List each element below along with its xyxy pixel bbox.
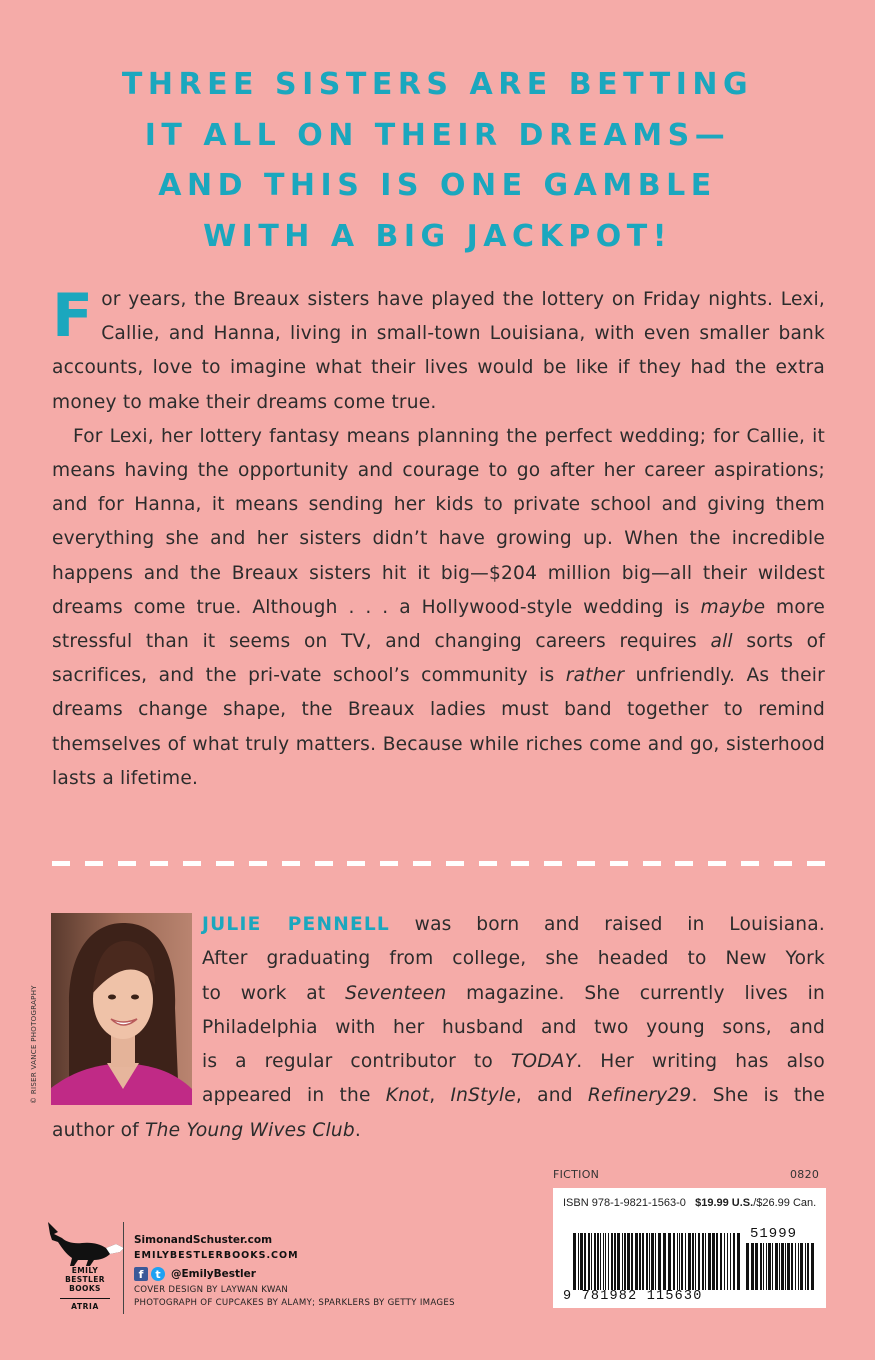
divider-dash: [282, 861, 300, 866]
barcode-bar: [766, 1243, 767, 1290]
barcode-bar: [737, 1233, 740, 1290]
barcode-bar: [677, 1233, 678, 1290]
divider-dash: [544, 861, 562, 866]
barcode-bar: [746, 1243, 749, 1290]
divider-dash: [150, 861, 168, 866]
author-bio: [52, 908, 825, 1148]
website-simon-schuster[interactable]: SimonandSchuster.com: [134, 1234, 273, 1246]
barcode-bar: [580, 1233, 583, 1290]
paragraph-2-emphasis-rather: rather: [565, 665, 625, 687]
divider-dash: [413, 861, 431, 866]
headline-line-4: WITH A BIG JACKPOT!: [203, 218, 672, 254]
bio-text: author of: [52, 1119, 146, 1141]
barcode-bar: [685, 1233, 686, 1290]
divider-dash: [446, 861, 464, 866]
barcode-bar: [733, 1233, 735, 1290]
isbn-number: ISBN 978-1-9821-1563-0: [563, 1197, 686, 1209]
headline-line-2: IT ALL ON THEIR DREAMS—: [144, 117, 731, 153]
divider-dash: [774, 861, 792, 866]
barcode-bar: [646, 1233, 648, 1290]
bio-emphasis-book-title: The Young Wives Club: [145, 1119, 355, 1141]
paragraph-2-text-d: unfriendly. As their dreams change shape, the Breaux ladies must band together to remind themselves of what truly matters. Because while riches come and go, sisterhood lasts a lifetime.: [52, 665, 826, 789]
fox-logo-icon: [44, 1218, 130, 1268]
barcode-bar: [781, 1243, 784, 1290]
barcode-bar: [642, 1233, 644, 1290]
publisher-divider: [123, 1222, 124, 1314]
barcode-bar: [658, 1233, 661, 1290]
barcode-bar: [811, 1243, 814, 1290]
social-handle[interactable]: @EmilyBestler: [171, 1268, 256, 1280]
barcode-bar: [584, 1233, 586, 1290]
barcode-bar: [727, 1233, 728, 1290]
barcode-bar: [791, 1243, 793, 1290]
divider-dash: [708, 861, 726, 866]
barcode-bar: [679, 1233, 680, 1290]
barcode-bar: [775, 1243, 778, 1290]
dashed-divider: [52, 861, 825, 866]
barcode-bar: [785, 1243, 786, 1290]
barcode-bar: [614, 1233, 616, 1290]
imprint-name: ATRIA: [71, 1302, 99, 1311]
divider-dash: [347, 861, 365, 866]
divider-dash: [807, 861, 825, 866]
barcode-bar: [695, 1233, 696, 1290]
bio-emphasis-today: TODAY: [510, 1051, 577, 1073]
barcode-bar: [591, 1233, 592, 1290]
barcode-bar: [588, 1233, 590, 1290]
bio-line-7: [52, 1114, 825, 1148]
barcode-bar: [772, 1243, 773, 1290]
description-paragraph-2: [52, 420, 825, 796]
barcode-bar: [627, 1233, 630, 1290]
paragraph-2-text-a: For Lexi, her lottery fantasy means planning the perfect wedding; for Callie, it means having the opportunity and courage to go after her career aspirations; and for Hanna, it means sending her kids to private school and giving them everything she and her sisters didn’t have growing up. When the incredible happens and the Breaux sisters hit it big—$204 million big—all their wildest dreams come true. Although . . . a Hollywood-style wedding is: [52, 425, 825, 618]
divider-dash: [380, 861, 398, 866]
bio-text: .: [354, 1119, 361, 1141]
bio-text: ,: [429, 1085, 451, 1107]
barcode-bar: [768, 1243, 771, 1290]
bio-text: was born and raised in Louisiana.: [389, 914, 825, 935]
barcode-bar: [681, 1233, 683, 1290]
twitter-icon[interactable]: t: [151, 1267, 165, 1281]
barcode-bar: [751, 1243, 754, 1290]
paragraph-2-emphasis-all: all: [710, 631, 733, 653]
barcode-bar: [724, 1233, 725, 1290]
barcode-bar: [712, 1233, 715, 1290]
bio-line-6: [52, 1079, 825, 1113]
barcode-bar: [800, 1243, 803, 1290]
divider-dash: [577, 861, 595, 866]
divider-dash: [643, 861, 661, 866]
barcode-bar: [760, 1243, 762, 1290]
bio-emphasis-refinery29: Refinery29: [587, 1085, 692, 1107]
barcode-bar: [805, 1243, 806, 1290]
price-us: $19.99 U.S.: [695, 1197, 754, 1209]
barcode-bar: [594, 1233, 596, 1290]
category-code: 0820: [790, 1168, 820, 1181]
website-emily-bestler[interactable]: EMILYBESTLERBOOKS.COM: [134, 1250, 299, 1261]
logo-line: EMILY: [71, 1266, 99, 1275]
barcode-bar: [708, 1233, 711, 1290]
paragraph-2-text-b: more stressful than it seems on TV, and changing careers requires: [52, 596, 826, 653]
divider-dash: [675, 861, 693, 866]
headline-line-3: AND THIS IS ONE GAMBLE: [158, 168, 717, 203]
barcode-bar: [639, 1233, 641, 1290]
photo-credits: PHOTOGRAPH OF CUPCAKES BY ALAMY; SPARKLERS BY GETTY IMAGES: [134, 1297, 455, 1308]
social-links: [134, 1264, 455, 1284]
barcode-bar: [617, 1233, 620, 1290]
bio-line-5: [52, 1045, 825, 1079]
divider-dash: [118, 861, 136, 866]
barcode-bar: [787, 1243, 790, 1290]
barcode-bar: [795, 1243, 796, 1290]
barcode-bar: [779, 1243, 780, 1290]
facebook-icon[interactable]: f: [134, 1267, 148, 1281]
bio-text: , and: [515, 1085, 588, 1107]
bio-text: . She is the: [691, 1085, 825, 1107]
barcode-bar: [608, 1233, 609, 1290]
bio-line-2: After graduating from college, she headed to New York: [202, 948, 825, 970]
barcode-bar: [631, 1233, 633, 1290]
headline-line-1: THREE SISTERS ARE BETTING: [121, 67, 754, 102]
barcode-bar: [755, 1243, 758, 1290]
barcode-bar: [668, 1233, 671, 1290]
genre-label: FICTION: [553, 1168, 600, 1181]
barcode-bar: [763, 1243, 764, 1290]
barcode-bar: [600, 1233, 601, 1290]
paragraph-2-emphasis-maybe: maybe: [700, 596, 766, 618]
barcode-bar: [611, 1233, 613, 1290]
ean-digits: 9 781982 115630: [563, 1289, 703, 1304]
divider-dash: [315, 861, 333, 866]
barcode-bar: [649, 1233, 650, 1290]
bio-text: magazine. She currently lives in: [446, 982, 825, 1004]
divider-dash: [52, 861, 70, 866]
description-paragraph-1: [52, 283, 825, 420]
ean-barcode: [573, 1233, 741, 1290]
barcode-bar: [624, 1233, 626, 1290]
barcode-bar: [663, 1233, 666, 1290]
barcode-bar: [798, 1243, 799, 1290]
publisher-logo-text: [52, 1266, 118, 1293]
divider-dash: [741, 861, 759, 866]
barcode-bar: [573, 1233, 576, 1290]
logo-line: BESTLER: [65, 1275, 105, 1284]
bio-line-4: Philadelphia with her husband and two young sons, and: [202, 1016, 825, 1038]
barcode-bar: [730, 1233, 731, 1290]
headline: [0, 60, 875, 262]
divider-dash: [183, 861, 201, 866]
cover-design-credit: COVER DESIGN BY LAYWAN KWAN: [134, 1285, 289, 1295]
barcode-bar: [597, 1233, 599, 1290]
publisher-info: [134, 1232, 455, 1309]
barcode-bar: [705, 1233, 706, 1290]
barcode-bar: [635, 1233, 638, 1290]
bio-text: appeared in the: [202, 1085, 386, 1107]
barcode-box: [553, 1188, 826, 1308]
barcode-bar: [807, 1243, 809, 1290]
barcode-bar: [702, 1233, 704, 1290]
barcode-bar: [692, 1233, 694, 1290]
bio-text: . Her writing has also: [576, 1051, 825, 1073]
author-name: JULIE PENNELL: [202, 914, 390, 935]
barcode-bar: [716, 1233, 718, 1290]
divider-dash: [511, 861, 529, 866]
barcode-bar: [622, 1233, 623, 1290]
divider-dash: [249, 861, 267, 866]
divider-dash: [479, 861, 497, 866]
logo-line: BOOKS: [69, 1284, 101, 1293]
bio-emphasis-instyle: InStyle: [450, 1085, 516, 1107]
barcode-bar: [651, 1233, 654, 1290]
bio-text: to work at: [202, 982, 346, 1004]
bio-line-1: [52, 908, 825, 942]
barcode-bar: [673, 1233, 675, 1290]
paragraph-1-text: or years, the Breaux sisters have played the lottery on Friday nights. Lexi, Callie, and Hanna, living in small-town Louisiana, with even smaller bank accounts, love to imagine what their lives would be like if they had the extra money to make their dreams come true.: [52, 289, 825, 413]
barcode-bar: [720, 1233, 722, 1290]
barcode-bar: [578, 1233, 579, 1290]
divider-dash: [216, 861, 234, 866]
barcode-bar: [605, 1233, 606, 1290]
paragraph-2-text-c: sorts of sacrifices, and the pri-vate school’s community is: [52, 631, 825, 687]
bio-line-3: [52, 977, 825, 1011]
barcode-bar: [603, 1233, 604, 1290]
divider-dash: [85, 861, 103, 866]
barcode-bar: [688, 1233, 691, 1290]
bio-emphasis-seventeen: Seventeen: [345, 982, 447, 1004]
price-barcode: [746, 1243, 814, 1290]
price-add-on-digits: 51999: [750, 1226, 798, 1242]
logo-rule: [60, 1298, 110, 1299]
isbn-price-line: [563, 1197, 816, 1209]
book-description: [52, 283, 825, 796]
photo-credit: © RISER VANCE PHOTOGRAPHY: [30, 985, 38, 1104]
price-can: /$26.99 Can.: [753, 1197, 817, 1209]
divider-dash: [610, 861, 628, 866]
barcode-bar: [698, 1233, 700, 1290]
drop-cap: F: [52, 281, 94, 351]
barcode-bar: [655, 1233, 656, 1290]
bio-text: is a regular contributor to: [202, 1051, 511, 1073]
bio-emphasis-knot: Knot: [385, 1085, 430, 1107]
